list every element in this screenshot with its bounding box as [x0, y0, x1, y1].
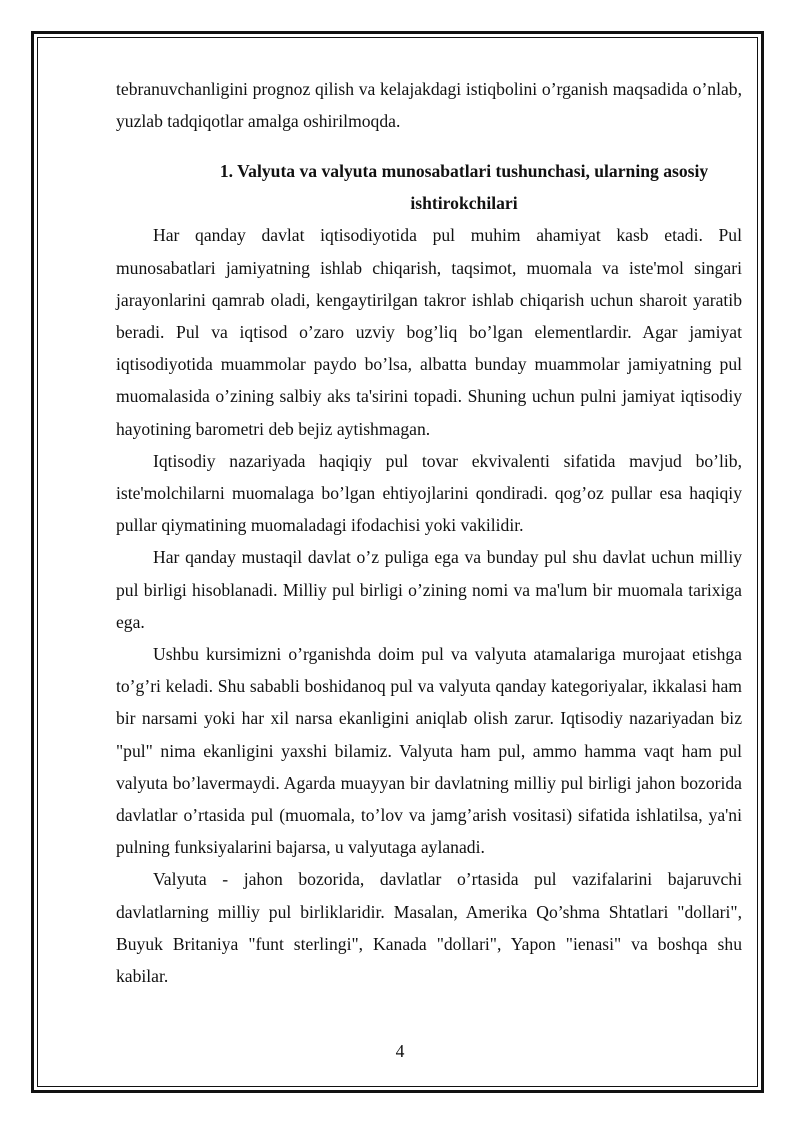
paragraph-continuation: tebranuvchanligini prognoz qilish va kelajakdagi istiqbolini o’rganish maqsadida o’nlab, yuzlab tadqiqotlar amalga oshirilmoqda. — [116, 79, 742, 132]
paragraph: Har qanday davlat iqtisodiyotida pul muhim ahamiyat kasb etadi. Pul munosabatlari jamiyatning ishlab chiqarish, taqsimot, muomala va iste'mol singari jarayonlarini qamrab oladi, kengaytirilgan takror ishlab chiqarish uchun sharoit yaratib beradi. Pul va iqtisod o’zaro uzviy bog’liq bo’lgan elementlardir. Agar jamiyat iqtisodiyotida muammolar paydo bo’lsa, albatta bunday muammolar jamiyatning pul muomalasida o’zining salbiy aks ta'sirini topadi. Shuning uchun pulni jamiyat iqtisodiy hayotining barometri deb bejiz aytishmagan. — [116, 225, 742, 439]
paragraph: Valyuta - jahon bozorida, davlatlar o’rtasida pul vazifalarini bajaruvchi davlatlarning milliy pul birliklaridir. Masalan, Amerika Qo’shma Shtatlari "dollari", Buyuk Britaniya "funt sterlingi", Kanada "dollari", Yapon "ienasi" va boshqa shu kabilar. — [116, 869, 742, 987]
paragraph: Ushbu kursimizni o’rganishda doim pul va valyuta atamalariga murojaat etishga to’g’ri keladi. Shu sababli boshidanoq pul va valyuta qanday kategoriyalar, ikkalasi ham bir narsami yoki har xil narsa ekanligini aniqlab olish zarur. Iqtisodiy nazariyadan biz "pul" nima ekanligini yaxshi bilamiz. Valyuta ham pul, ammo hamma vaqt ham pul valyuta bo’lavermaydi. Agarda muayyan bir davlatning milliy pul birligi jahon bozorida davlatlar o’rtasida pul (muomala, to’lov va jamg’arish vositasi) sifatida ishlatilsa, ya'ni pulning funksiyalarini bajarsa, u valyutaga aylanadi. — [116, 644, 742, 858]
document-body — [116, 73, 742, 992]
section-heading: 1. Valyuta va valyuta munosabatlari tushunchasi, ularning asosiy ishtirokchilari — [219, 161, 709, 214]
paragraph: Har qanday mustaqil davlat o’z puliga ega va bunday pul shu davlat uchun milliy pul birligi hisoblanadi. Milliy pul birligi o’zining nomi va ma'lum bir muomala tarixiga ega. — [116, 547, 742, 632]
page-number: 4 — [395, 1041, 405, 1061]
paragraph: Iqtisodiy nazariyada haqiqiy pul tovar ekvivalenti sifatida mavjud bo’lib, iste'molchilarni muomalaga bo’lgan ehtiyojlarini qondiradi. qog’oz pullar esa haqiqiy pullar qiymatining muomaladagi ifodachisi yoki vakilidir. — [116, 450, 742, 536]
